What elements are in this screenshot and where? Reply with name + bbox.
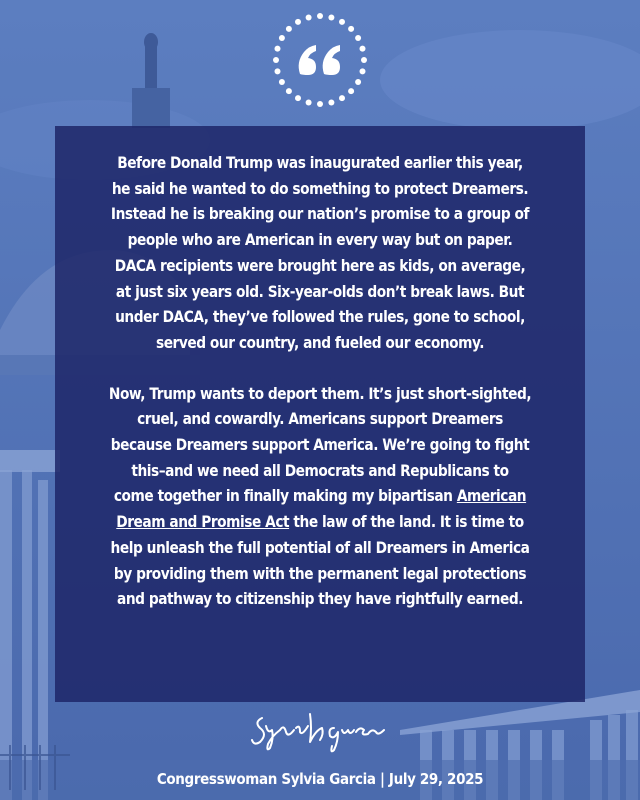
statement-line: come together in finally making my bipartisan xyxy=(113,486,457,506)
handwritten-signature xyxy=(250,708,390,754)
statement-line: because Dreamers support America. We’re going to fight xyxy=(110,435,530,455)
statement-line: people who are American in every way but on paper. xyxy=(127,230,513,250)
statement-paragraph-1 xyxy=(71,150,570,356)
statement-line: the law of the land. It is time to xyxy=(289,512,524,532)
attribution-line: Congresswoman Sylvia Garcia | July 29, 2025 xyxy=(156,770,484,788)
statement-line: and pathway to citizenship they have rightfully earned. xyxy=(117,589,523,609)
statement-line: under DACA, they’ve followed the rules, gone to school, xyxy=(115,307,525,327)
act-name-link[interactable]: Dream and Promise Act xyxy=(116,512,290,532)
statement-line: DACA recipients were brought here as kids, on average, xyxy=(114,255,526,275)
statement-line: help unleash the full potential of all Dreamers in America xyxy=(110,537,530,557)
act-name-link[interactable]: American xyxy=(456,486,527,506)
statement-line: cruel, and cowardly. Americans support Dreamers xyxy=(137,409,503,429)
statement-paragraph-2 xyxy=(71,381,570,612)
statement-line: served our country, and fueled our economy. xyxy=(155,332,485,352)
statement-line: Now, Trump wants to deport them. It’s just short-sighted, xyxy=(108,383,532,403)
statement-line: by providing them with the permanent legal protections xyxy=(113,563,527,583)
statement-line: at just six years old. Six-year-olds don’t break laws. But xyxy=(115,281,525,301)
statement-line: Before Donald Trump was inaugurated earlier this year, xyxy=(117,153,523,172)
statement-line: this–and we need all Democrats and Republicans to xyxy=(131,460,509,480)
statement-line: he said he wanted to do something to protect Dreamers. xyxy=(111,178,529,198)
statement-line: Instead he is breaking our nation’s promise to a group of xyxy=(110,204,530,224)
statement-panel xyxy=(55,126,585,702)
quote-icon xyxy=(272,12,368,108)
